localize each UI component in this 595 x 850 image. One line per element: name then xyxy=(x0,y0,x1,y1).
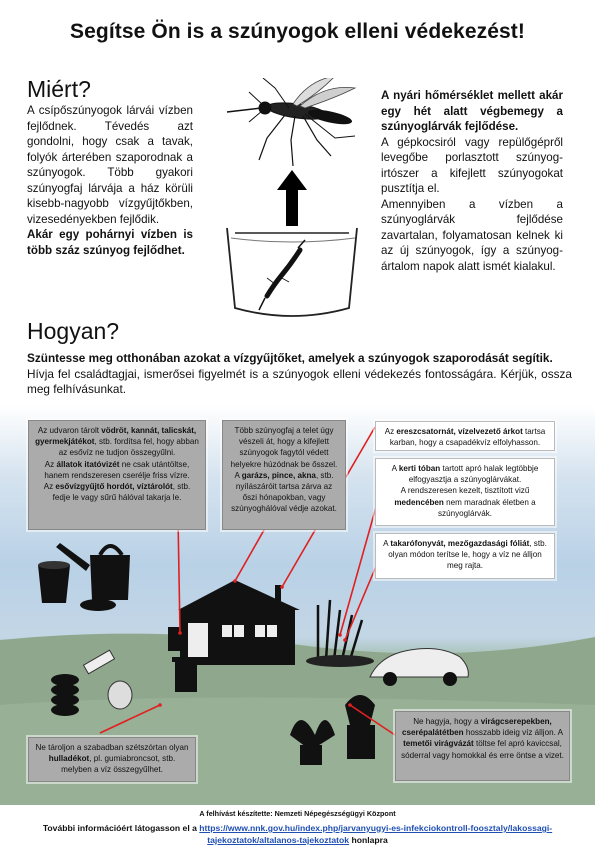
tip1-bold: vödröt, kannát, talicskát, gyermekjátékot xyxy=(35,426,197,447)
tip1-text-6: , stb. fedje le vagy sűrű hálóval takarja le. xyxy=(52,482,191,503)
footer-info-prefix: További információért látogasson el a xyxy=(42,823,200,833)
tip4-text: A xyxy=(391,464,399,473)
tip5-text-2: , stb. olyan módon terítse le, hogy a víz ne álljon meg rajta. xyxy=(388,539,547,571)
hogyan-heading: Hogyan? xyxy=(27,318,120,344)
yard-scene xyxy=(0,405,595,805)
pond-icon xyxy=(306,655,374,667)
miert-left-paragraph: A csípőszúnyogok lárvái vízben fejlődnek. Tévedés azt gondolni, hogy csak a tavak, folyók árterében szaporodnak a szúnyogok. Több gyakori szúnyogfaj lárvája a ház körüli kisebb-nagyobb vízgyűjtőkben, vizesedényekben fejlődik. xyxy=(27,104,193,226)
miert-heading: Miért? xyxy=(27,76,91,102)
tip1-text-5: Az xyxy=(43,482,56,492)
tip4-bold: kerti tóban xyxy=(398,464,441,473)
tip6-bold: hulladékot xyxy=(48,754,90,764)
tip7-text: Ne hagyja, hogy a xyxy=(413,717,481,726)
miert-left-bold: Akár egy pohárnyi vízben is több száz szúnyog fejlődhet. xyxy=(27,228,193,257)
arrow-up-icon xyxy=(277,170,307,226)
miert-right-text xyxy=(381,88,563,274)
tip6-text: Ne tároljon a szabadban szétszórtan olyan xyxy=(35,743,189,752)
tip7-text-2: hosszabb ideig víz álljon. A xyxy=(463,728,564,738)
larva-icon xyxy=(259,240,305,310)
tip1-text-3: Az xyxy=(44,459,57,469)
tip7-bold: virágcserepekben, cserépalátétben xyxy=(401,717,552,738)
tip-box-waste xyxy=(28,737,196,782)
tip1-text-2: , stb. fordítsa fel, hogy abban az esővíz ne tudjon összegyűlni. xyxy=(58,437,199,458)
tip4-bold-2: medencében xyxy=(394,497,444,507)
water-glass-icon xyxy=(227,228,357,316)
tip-box-containers xyxy=(28,420,206,530)
mosquito-icon xyxy=(227,78,355,166)
tip6-text-2: , pl. gumiabroncsot, stb. melyben a víz összegyűlhet. xyxy=(61,754,176,775)
tip-box-winter xyxy=(222,420,346,530)
tip4-text-2: tartott apró halak legtöbbje elfogyasztja a szúnyoglárvákat. xyxy=(408,464,539,485)
tip-box-flowerpots xyxy=(395,711,570,781)
mosquito-larva-illustration xyxy=(205,78,380,328)
tip1-bold-3: esővízgyűjtő hordót, víztárolót xyxy=(55,482,173,492)
footer-link-line1[interactable]: https://www.nnk.gov.hu/index.php/jarvanyugyi-es-infekciokontroll-foosztaly/lakossagi- xyxy=(199,823,553,833)
footer-info xyxy=(0,822,595,846)
poster-title: Segítse Ön is a szúnyogok elleni védekezést! xyxy=(70,20,525,43)
tip4-text-4: nem maradnak életben a szúnyoglárvák. xyxy=(438,497,536,518)
tip-box-pond xyxy=(375,458,555,526)
tip-box-gutter xyxy=(375,421,555,451)
tip1-text-4: ne csak utántöltse, hanem rendszeresen cserélje friss vízre. xyxy=(44,459,190,480)
house-icon xyxy=(178,580,300,665)
footer-credit: A felhívást készítette: Nemzeti Népegészségügyi Központ xyxy=(199,809,396,818)
tip7-text-3: töltse fel apró kaviccsal, sóderral vagy homokkal és erre öntse a vizet. xyxy=(401,739,564,760)
hogyan-intro-text: Hívja fel családtagjai, ismerősei figyelmét is a szúnyogok elleni védekezés fontosságára. Kérjük, ossza meg felhívásunkat. xyxy=(27,367,572,396)
tip1-text: Az udvaron tárolt xyxy=(37,426,102,435)
tip2-text: Több szúnyogfaj a telet úgy vészeli át, hogy a kifejlett szúnyogok fagytól védett helyekre húzódnak be ősszel. A xyxy=(230,426,338,480)
tip5-text: A xyxy=(383,539,391,548)
bucket-icon xyxy=(38,561,70,603)
tip2-text-2: , stb. nyílászáróit tartsa zárva az őszi hónapokban, vagy szúnyoghálóval védje azokat. xyxy=(231,470,337,514)
pet-bowl-icon xyxy=(80,599,116,611)
arrow-box2-house xyxy=(235,523,268,581)
footer-info-suffix: honlapra xyxy=(349,835,388,845)
arrow-box1-barrel xyxy=(178,517,180,633)
tip-box-tarp xyxy=(375,533,555,579)
tip2-bold: garázs, pince, akna xyxy=(241,470,316,480)
tip3-text: Az xyxy=(384,427,397,436)
miert-right-paragraph-2: Amennyiben a vízben a szúnyoglárvák fejlődése zavartalan, folyamatosan kelnek ki az új szúnyogok, így a szúnyog-ártalom napok alatt ismét kialakul. xyxy=(381,197,563,273)
tip5-bold: takarófonyvát, mezőgazdasági fóliát xyxy=(390,539,530,548)
tip3-text-2: tartsa karban, hogy a csapadékvíz elfolyhasson. xyxy=(389,427,546,448)
sack-icon xyxy=(108,681,132,709)
miert-right-bold: A nyári hőmérséklet mellett akár egy hét alatt végbemegy a szúnyoglárvák fejlődése. xyxy=(381,89,563,133)
footer-link-line2[interactable]: tajekoztatok/altalanos-tajekoztatok xyxy=(207,835,350,845)
tip7-bold-2: temetői virágvázát xyxy=(403,739,474,749)
trash-bin-icon xyxy=(172,657,200,692)
miert-right-paragraph-1: A gépkocsiról vagy repülőgépről levegőbe porlasztott szúnyog-irtószer a kifejlett szúnyogokat pusztítja el. xyxy=(381,135,563,195)
miert-left-text xyxy=(27,103,193,258)
tip4-text-3: A rendszeresen kezelt, tisztított vizű xyxy=(400,486,530,496)
tip1-bold-2: állatok itatóvizét xyxy=(56,459,120,469)
tip3-bold: ereszcsatornát, vízelvezető árkot xyxy=(396,427,523,436)
hogyan-intro-bold: Szüntesse meg otthonában azokat a vízgyűjtőket, amelyek a szúnyogok szaporodását segítik. xyxy=(27,351,553,365)
